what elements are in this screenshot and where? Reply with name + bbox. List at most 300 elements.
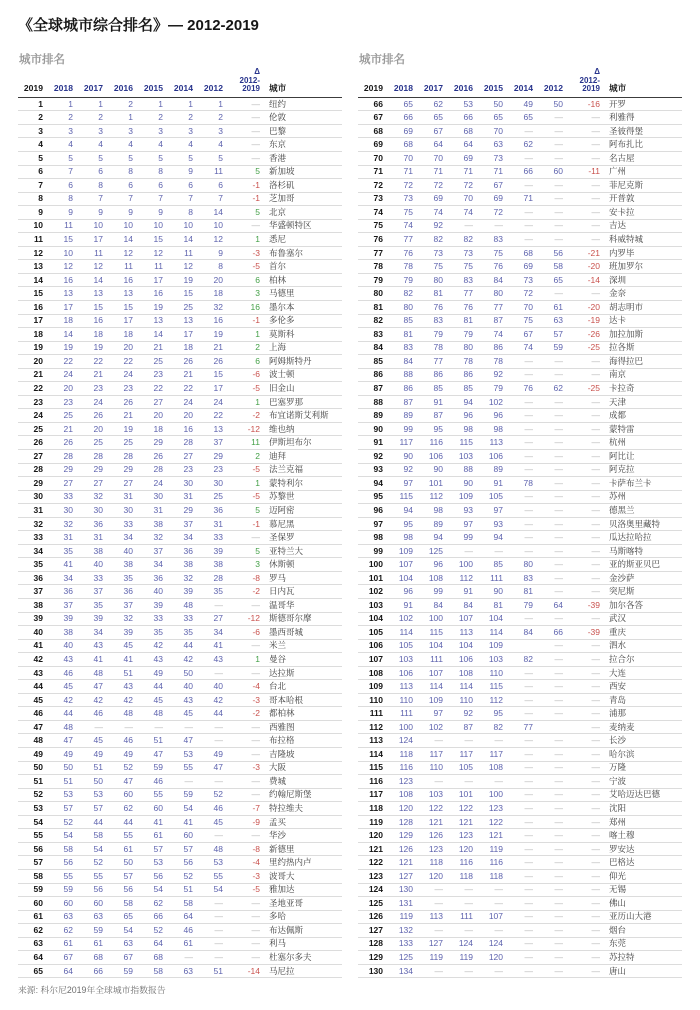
city-name: 班加罗尔 <box>602 260 682 274</box>
rank-2019: 23 <box>18 395 45 409</box>
delta-value: — <box>565 720 602 734</box>
rank-2012: — <box>535 477 565 491</box>
table-row <box>358 165 682 179</box>
table-row <box>358 707 682 721</box>
rank-2019: 11 <box>18 233 45 247</box>
rank-2014: 14 <box>165 233 195 247</box>
rank-2019: 63 <box>18 937 45 951</box>
table-row <box>358 910 682 924</box>
city-name: 华盛顿特区 <box>262 219 342 233</box>
rank-2016: 3 <box>105 124 135 138</box>
rank-2015: 66 <box>135 910 165 924</box>
rank-2015: 80 <box>475 287 505 301</box>
rank-2014: 78 <box>505 477 535 491</box>
city-name: 都柏林 <box>262 707 342 721</box>
rank-2014: 20 <box>165 409 195 423</box>
rank-2018: 55 <box>45 869 75 883</box>
rank-2018: 30 <box>45 504 75 518</box>
table-row <box>358 138 682 152</box>
rank-2016: 14 <box>105 233 135 247</box>
rank-2018: 44 <box>45 707 75 721</box>
rank-2014: — <box>505 842 535 856</box>
rank-2018: 28 <box>45 450 75 464</box>
table-row <box>18 964 342 978</box>
column-header-2016: 2016 <box>445 68 475 97</box>
rank-2015: 111 <box>475 571 505 585</box>
rank-2016: 66 <box>445 111 475 125</box>
delta-value: -3 <box>225 869 262 883</box>
rank-2015: 10 <box>135 219 165 233</box>
rank-2014: 52 <box>165 869 195 883</box>
rank-2017: 47 <box>75 680 105 694</box>
rank-2017: 86 <box>415 368 445 382</box>
table-row <box>358 409 682 423</box>
rank-2019: 38 <box>18 599 45 613</box>
rank-2018: 123 <box>385 775 415 789</box>
delta-value: — <box>565 775 602 789</box>
rank-2014: 57 <box>165 842 195 856</box>
rank-2017: 44 <box>75 815 105 829</box>
rank-2017: 57 <box>75 802 105 816</box>
rank-2017: 46 <box>75 707 105 721</box>
rank-2012: — <box>195 720 225 734</box>
rank-2017: — <box>415 924 445 938</box>
rank-2015: 119 <box>475 842 505 856</box>
city-name: 加尔各答 <box>602 599 682 613</box>
rank-2018: 15 <box>45 233 75 247</box>
rank-2014: 82 <box>505 653 535 667</box>
rank-2016: 65 <box>105 910 135 924</box>
rank-2017: 54 <box>75 842 105 856</box>
delta-value: 2 <box>225 450 262 464</box>
rank-2017: 123 <box>415 842 445 856</box>
rank-2017: 59 <box>75 924 105 938</box>
city-name: 苏拉特 <box>602 951 682 965</box>
delta-value: — <box>565 192 602 206</box>
rank-2019: 85 <box>358 355 385 369</box>
column-header-2015: 2015 <box>475 68 505 97</box>
rank-2018: 102 <box>385 612 415 626</box>
table-row <box>18 558 342 572</box>
rank-2017: 103 <box>415 788 445 802</box>
table-row <box>18 355 342 369</box>
rank-2014: 42 <box>165 653 195 667</box>
rank-2017: 29 <box>75 463 105 477</box>
rank-2018: 61 <box>45 937 75 951</box>
rank-2016: 39 <box>105 626 135 640</box>
rank-2018: 131 <box>385 897 415 911</box>
rank-2017: 110 <box>415 761 445 775</box>
table-row <box>18 897 342 911</box>
rank-2016: 104 <box>445 639 475 653</box>
rank-2018: 8 <box>45 192 75 206</box>
table-row <box>18 450 342 464</box>
table-row <box>358 328 682 342</box>
delta-value: -1 <box>225 192 262 206</box>
rank-2019: 20 <box>18 355 45 369</box>
rank-2018: 83 <box>385 341 415 355</box>
table-row <box>358 355 682 369</box>
rank-2019: 14 <box>18 273 45 287</box>
delta-value: -3 <box>225 246 262 260</box>
column-header-city: 城市 <box>602 68 682 97</box>
rank-2016: 82 <box>445 233 475 247</box>
rank-2015: 5 <box>135 151 165 165</box>
column-header-2019: 2019 <box>358 68 385 97</box>
delta-value: -14 <box>565 273 602 287</box>
rank-2019: 119 <box>358 815 385 829</box>
rank-2017: 118 <box>415 856 445 870</box>
rank-2018: 125 <box>385 951 415 965</box>
rank-2016: — <box>445 734 475 748</box>
rank-2018: 66 <box>385 111 415 125</box>
rank-2016: 70 <box>445 192 475 206</box>
rank-2017: 28 <box>75 450 105 464</box>
table-row <box>358 179 682 193</box>
rank-2018: 22 <box>45 355 75 369</box>
rank-2019: 68 <box>358 124 385 138</box>
rank-2015: 19 <box>135 300 165 314</box>
table-row <box>18 775 342 789</box>
rank-2017: 72 <box>415 179 445 193</box>
city-name: 约翰尼斯堡 <box>262 788 342 802</box>
rank-2017: 62 <box>415 97 445 111</box>
rank-2017: 65 <box>415 111 445 125</box>
rank-2016: 112 <box>445 571 475 585</box>
rank-2019: 3 <box>18 124 45 138</box>
rank-2015: 68 <box>135 951 165 965</box>
rank-2012: 37 <box>195 436 225 450</box>
city-name: 洛杉矶 <box>262 179 342 193</box>
delta-value: — <box>565 355 602 369</box>
delta-value: — <box>565 829 602 843</box>
rank-2016: 9 <box>105 206 135 220</box>
rank-2017: 4 <box>75 138 105 152</box>
table-row <box>358 260 682 274</box>
rank-2017: 85 <box>415 382 445 396</box>
rank-2015: 90 <box>475 585 505 599</box>
rank-2018: 37 <box>45 599 75 613</box>
rank-2018: 27 <box>45 477 75 491</box>
delta-value: 3 <box>225 287 262 301</box>
rank-2014: 60 <box>165 829 195 843</box>
city-name: 吉隆坡 <box>262 748 342 762</box>
rank-2012: 4 <box>195 138 225 152</box>
rank-2012: 10 <box>195 219 225 233</box>
rank-2017: 22 <box>75 355 105 369</box>
rank-2012: — <box>535 355 565 369</box>
rank-2019: 82 <box>358 314 385 328</box>
rank-2014: — <box>505 869 535 883</box>
table-row <box>358 666 682 680</box>
rank-2014: 5 <box>165 151 195 165</box>
city-name: 拉合尔 <box>602 653 682 667</box>
city-name: 雅加达 <box>262 883 342 897</box>
rank-2016: 54 <box>105 924 135 938</box>
section-heading-left: 城市排名 <box>19 54 65 66</box>
rank-2016: 41 <box>105 653 135 667</box>
rank-2015: 30 <box>135 490 165 504</box>
city-name: 苏州 <box>602 490 682 504</box>
table-row <box>358 775 682 789</box>
rank-2016: 115 <box>445 436 475 450</box>
delta-value: -2 <box>225 585 262 599</box>
table-row <box>358 897 682 911</box>
rank-2016: 107 <box>445 612 475 626</box>
delta-value: -5 <box>225 382 262 396</box>
city-name: 旧金山 <box>262 382 342 396</box>
rank-2019: 77 <box>358 246 385 260</box>
rank-2014: — <box>505 829 535 843</box>
rank-2012: 1 <box>195 97 225 111</box>
rank-2015: 77 <box>475 300 505 314</box>
rank-2018: 5 <box>45 151 75 165</box>
rank-2015: 67 <box>475 179 505 193</box>
rank-2018: 38 <box>45 626 75 640</box>
rank-2017: 82 <box>415 233 445 247</box>
rank-2015: 35 <box>135 626 165 640</box>
table-row <box>18 626 342 640</box>
rank-2016: 74 <box>445 206 475 220</box>
rank-2017: 78 <box>415 341 445 355</box>
rank-2018: 94 <box>385 504 415 518</box>
table-row <box>358 734 682 748</box>
rank-2015: 86 <box>475 341 505 355</box>
rank-2017: 6 <box>75 165 105 179</box>
rank-2014: 15 <box>165 287 195 301</box>
rank-2016: — <box>445 964 475 978</box>
rank-2014: 68 <box>505 246 535 260</box>
rank-2014: — <box>505 450 535 464</box>
city-name: 东京 <box>262 138 342 152</box>
rank-2017: 96 <box>415 558 445 572</box>
rank-2016: 68 <box>445 124 475 138</box>
delta-value: -7 <box>225 802 262 816</box>
rank-2019: 93 <box>358 463 385 477</box>
rank-2019: 21 <box>18 368 45 382</box>
rank-2018: 60 <box>45 897 75 911</box>
table-row <box>18 328 342 342</box>
rank-2016: 44 <box>105 815 135 829</box>
rank-2018: 4 <box>45 138 75 152</box>
rank-2014: 18 <box>165 341 195 355</box>
delta-value: — <box>565 571 602 585</box>
rank-2015: 103 <box>475 653 505 667</box>
rank-2017: 61 <box>75 937 105 951</box>
rank-2019: 28 <box>18 463 45 477</box>
rank-2012: 45 <box>195 815 225 829</box>
rank-2012: — <box>535 517 565 531</box>
rank-2019: 37 <box>18 585 45 599</box>
table-row <box>358 612 682 626</box>
table-row <box>18 842 342 856</box>
rank-2014: 61 <box>165 937 195 951</box>
rank-2015: 75 <box>475 246 505 260</box>
rank-2012: — <box>535 287 565 301</box>
rank-2016: 48 <box>105 707 135 721</box>
table-row <box>18 883 342 897</box>
rank-2018: 76 <box>385 246 415 260</box>
rank-2012: 27 <box>195 612 225 626</box>
rank-2014: — <box>505 490 535 504</box>
city-name: 浦那 <box>602 707 682 721</box>
rank-2015: 26 <box>135 450 165 464</box>
delta-value: -21 <box>565 246 602 260</box>
rank-2015: 36 <box>135 571 165 585</box>
delta-value: — <box>565 490 602 504</box>
rank-2012: — <box>195 951 225 965</box>
source-note: 来源: 科尔尼2019年全球城市指数报告 <box>18 985 166 995</box>
delta-value: — <box>565 924 602 938</box>
column-header-2017: 2017 <box>415 68 445 97</box>
rank-2017: 55 <box>75 869 105 883</box>
delta-value: 11 <box>225 436 262 450</box>
rank-2015: 18 <box>135 422 165 436</box>
table-row <box>18 97 342 111</box>
city-name: 墨尔本 <box>262 300 342 314</box>
rank-2012: — <box>535 124 565 138</box>
rank-2018: 134 <box>385 964 415 978</box>
rank-2016: 57 <box>105 869 135 883</box>
table-row <box>18 585 342 599</box>
delta-value: — <box>225 748 262 762</box>
rank-2017: 69 <box>415 192 445 206</box>
rank-2014: — <box>505 666 535 680</box>
rank-2016: 51 <box>105 666 135 680</box>
table-row <box>18 910 342 924</box>
table-row <box>18 612 342 626</box>
rank-2015: 21 <box>135 341 165 355</box>
rank-2019: 35 <box>18 558 45 572</box>
ranking-table-left <box>18 51 342 978</box>
rank-2012: 19 <box>195 328 225 342</box>
table-row <box>358 382 682 396</box>
rank-2019: 111 <box>358 707 385 721</box>
rank-2018: 78 <box>385 260 415 274</box>
table-row <box>358 802 682 816</box>
rank-2019: 12 <box>18 246 45 260</box>
rank-2017: 64 <box>415 138 445 152</box>
rank-2015: — <box>475 775 505 789</box>
rank-2017: 38 <box>75 544 105 558</box>
rank-2016: 93 <box>445 504 475 518</box>
rank-2012: — <box>535 693 565 707</box>
rank-2017: 104 <box>415 639 445 653</box>
rank-2017: — <box>415 964 445 978</box>
rank-2015: 120 <box>475 951 505 965</box>
rank-2014: — <box>505 206 535 220</box>
rank-2016: 12 <box>105 246 135 260</box>
rank-2014: — <box>505 504 535 518</box>
rank-2015: — <box>475 219 505 233</box>
rank-2014: — <box>165 775 195 789</box>
rank-2017: 5 <box>75 151 105 165</box>
rank-2015: 108 <box>475 761 505 775</box>
city-name: 亚的斯亚贝巴 <box>602 558 682 572</box>
city-name: 佛山 <box>602 897 682 911</box>
column-header-2018: 2018 <box>385 68 415 97</box>
rank-2014: 59 <box>165 788 195 802</box>
table-row <box>358 233 682 247</box>
city-name: 台北 <box>262 680 342 694</box>
rank-2016: — <box>445 775 475 789</box>
rank-2018: 16 <box>45 273 75 287</box>
rank-2017: 25 <box>75 436 105 450</box>
table-row <box>358 788 682 802</box>
rank-2014: 23 <box>165 463 195 477</box>
rank-2016: 18 <box>105 328 135 342</box>
delta-value: — <box>565 463 602 477</box>
delta-value: -8 <box>225 842 262 856</box>
rank-2016: 21 <box>105 409 135 423</box>
rank-2015: 113 <box>475 436 505 450</box>
delta-value: 5 <box>225 165 262 179</box>
rank-2017: 36 <box>75 517 105 531</box>
delta-value: — <box>225 910 262 924</box>
rank-2017: — <box>75 720 105 734</box>
delta-value: — <box>565 436 602 450</box>
city-name: 慕尼黑 <box>262 517 342 531</box>
rank-2012: 60 <box>535 165 565 179</box>
rank-2019: 75 <box>358 219 385 233</box>
rank-2014: — <box>505 924 535 938</box>
rank-2018: 73 <box>385 192 415 206</box>
rank-2012: 55 <box>195 869 225 883</box>
rank-2015: 51 <box>135 734 165 748</box>
rank-2017: 34 <box>75 626 105 640</box>
rank-2015: 92 <box>475 368 505 382</box>
rank-2014: 8 <box>165 206 195 220</box>
rank-2019: 122 <box>358 856 385 870</box>
rank-2014: 65 <box>505 111 535 125</box>
city-name: 日内瓦 <box>262 585 342 599</box>
rank-2014: — <box>505 395 535 409</box>
rank-2012: — <box>195 897 225 911</box>
rank-2012: — <box>535 571 565 585</box>
city-name: 柏林 <box>262 273 342 287</box>
rank-2012: — <box>535 829 565 843</box>
rank-2015: 94 <box>475 531 505 545</box>
rank-2015: 71 <box>475 165 505 179</box>
rank-2018: 96 <box>385 585 415 599</box>
rank-2014: 12 <box>165 260 195 274</box>
rank-2019: 67 <box>358 111 385 125</box>
delta-value: 1 <box>225 395 262 409</box>
rank-2018: 95 <box>385 517 415 531</box>
city-name: 利雅得 <box>602 111 682 125</box>
rank-2015: — <box>135 720 165 734</box>
rank-2019: 101 <box>358 571 385 585</box>
rank-2015: 118 <box>475 869 505 883</box>
rank-2015: 87 <box>475 314 505 328</box>
rank-2015: 1 <box>135 97 165 111</box>
rank-2018: 17 <box>45 300 75 314</box>
rank-2014: — <box>505 883 535 897</box>
rank-2015: 110 <box>475 666 505 680</box>
rank-2012: — <box>535 490 565 504</box>
rank-2015: 114 <box>475 626 505 640</box>
city-name: 首尔 <box>262 260 342 274</box>
rank-2016: 80 <box>445 341 475 355</box>
rank-2016: 91 <box>445 585 475 599</box>
rank-2015: 73 <box>475 151 505 165</box>
rank-2018: 130 <box>385 883 415 897</box>
rank-2018: 18 <box>45 314 75 328</box>
rank-2016: 108 <box>445 666 475 680</box>
delta-value: — <box>565 653 602 667</box>
table-row <box>18 179 342 193</box>
rank-2015: 58 <box>135 964 165 978</box>
